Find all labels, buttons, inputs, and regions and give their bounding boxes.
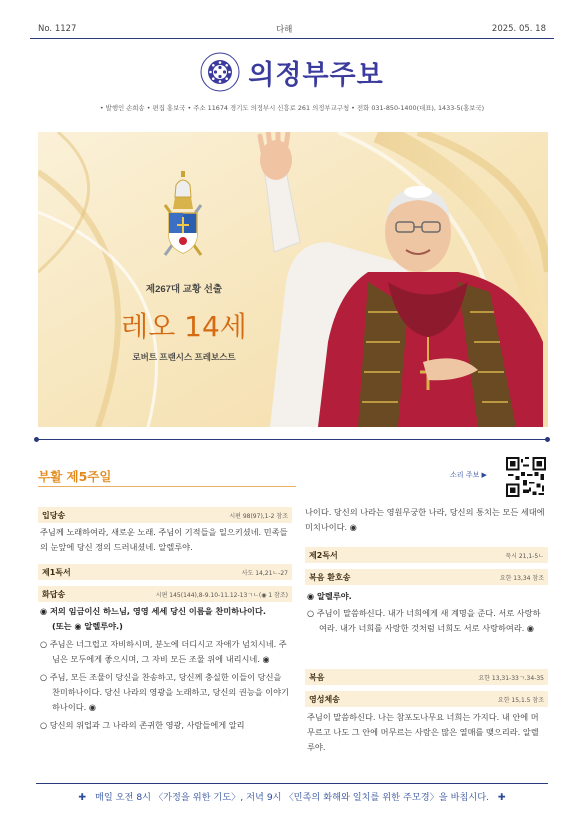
gospel-ref: 요한 13,31-33ㄱ.34-35 — [478, 674, 544, 682]
liturgy-title: 부활 제5주일 — [38, 469, 112, 484]
entrance-bar — [38, 507, 292, 523]
footer-rule — [36, 783, 548, 784]
entrance-text: 주님께 노래하여라, 새로운 노래. 주님이 기적들을 일으키셨네. 민족들의 눈앞에 당신 정의 드러내셨네. 알렐루야. — [40, 527, 288, 552]
reading2-label: 제2독서 — [309, 550, 338, 560]
reading1-ref: 사도 14,21ㄴ-27 — [241, 569, 288, 577]
issue-date: 2025. 05. 18 — [491, 24, 546, 34]
psalm-response: ◉ 저의 임금이신 하느님, 영영 세세 당신 이름을 찬미하나이다. — [40, 606, 266, 616]
divider-dot-right — [545, 437, 550, 442]
hero-illustration — [38, 132, 548, 427]
hero-name: 로버트 프랜시스 프레보스트 — [132, 352, 236, 362]
psalm-verse-3-continued: 나이다. 당신의 나라는 영원무궁한 나라, 당신의 통치는 모든 세대에 미치나이다. ◉ — [305, 507, 545, 532]
parish-name: 다해 — [275, 25, 293, 35]
psalm-verse-2: ○ 주님, 모든 조물이 당신을 찬송하고, 당신께 충실한 이들이 당신을 찬미하나이다. 당신 나라의 영광을 노래하고, 당신의 권능을 이야기하나이다. ◉ — [40, 672, 289, 712]
second-reading — [305, 547, 548, 563]
gospel-acclamation — [305, 569, 548, 636]
psalm-ref: 시편 145(144),8-9.10-11.12-13ㄱㄴ(◉ 1 참조) — [155, 591, 288, 599]
footer-text: 매일 오전 8시 〈가정을 위한 기도〉, 저녁 9시 〈민족의 화해와 일치를 위한 주모경〉을 바칩시다. — [94, 792, 489, 803]
masthead-title: 의정부주보 — [248, 59, 384, 91]
communion-text: 주님이 말씀하신다. 나는 참포도나무요 너희는 가지다. 내 안에 머무르고 나도 그 안에 머무르는 사람은 많은 열매를 맺으리라. 알렐루야. — [307, 712, 539, 752]
entrance-label: 입당송 — [42, 510, 66, 520]
communion-ref: 요한 15,1.5 참조 — [497, 696, 544, 704]
cross-icon: ✚ — [78, 792, 87, 803]
psalm-label: 화답송 — [42, 589, 66, 599]
audio-bulletin-link[interactable]: 소리 주보 ▶ — [450, 471, 487, 479]
entrance-ref: 시편 98(97),1-2 참조 — [229, 512, 288, 520]
psalm-verse-1: ○ 주님은 너그럽고 자비하시며, 분노에 더디시고 자애가 넘치시네. 주님은 모두에게 좋으시며, 그 자비 모든 조물 위에 내리시네. ◉ — [40, 639, 287, 664]
responsorial-psalm — [38, 586, 292, 733]
acclamation-response: ◉ 알렐루야. — [307, 591, 352, 601]
psalm-response-alt: (또는 ◉ 알렐루야.) — [52, 621, 123, 631]
gospel-label: 복음 — [309, 672, 325, 682]
liturgy-title-underline — [38, 486, 296, 487]
hero-banner — [38, 132, 548, 427]
entrance-antiphon — [38, 507, 292, 555]
diocese-logo-icon — [200, 52, 240, 92]
hero-title: 레오 14세 — [121, 310, 247, 343]
footer — [38, 789, 546, 803]
gospel — [305, 669, 548, 685]
communion-antiphon — [305, 691, 548, 755]
hero-divider — [36, 439, 548, 440]
reading1-label: 제1독서 — [42, 567, 71, 577]
masthead — [0, 50, 584, 94]
header-rule — [30, 38, 554, 39]
reading2-ref: 묵시 21,1-5ㄴ — [505, 552, 544, 560]
communion-label: 영성체송 — [309, 694, 340, 704]
acclamation-label: 복음 환호송 — [309, 572, 351, 582]
publication-info: • 발행인 손희송 • 편집 홍보국 • 주소 11674 경기도 의정부시 신흥로 261 의정부교구청 • 전화 031-850-1400(대표), 1433-5(홍보국) — [99, 104, 485, 112]
hero-subtitle: 제267대 교황 선출 — [145, 284, 223, 295]
header-row — [38, 22, 546, 36]
psalm-verse-3: ○ 당신의 위업과 그 나라의 존귀한 영광, 사람들에게 알리 — [40, 720, 245, 730]
divider-dot-left — [34, 437, 39, 442]
acclamation-verse: ○ 주님이 말씀하신다. 내가 너희에게 새 계명을 준다. 서로 사랑하여라. 내가 너희를 사랑한 것처럼 너희도 서로 사랑하여라. ◉ — [307, 608, 541, 633]
cross-icon: ✚ — [497, 792, 506, 803]
issue-number: No. 1127 — [38, 24, 77, 34]
qr-code-icon[interactable] — [506, 457, 546, 497]
first-reading — [38, 564, 292, 580]
acclamation-ref: 요한 13,34 참조 — [499, 574, 544, 582]
